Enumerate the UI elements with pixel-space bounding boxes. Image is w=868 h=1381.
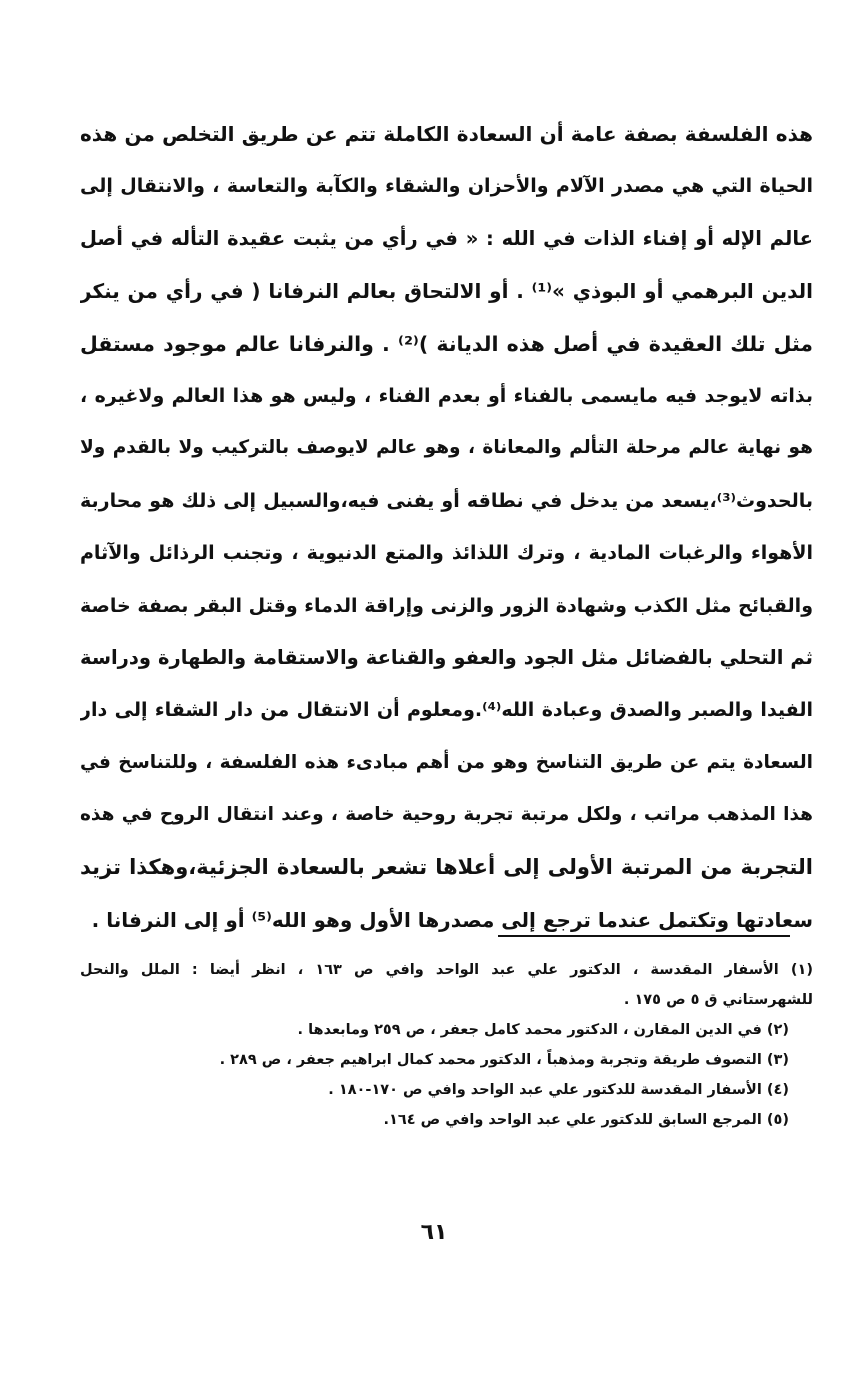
text-line: الفيدا والصبر والصدق وعبادة الله⁽⁴⁾.ومعلوم أن الانتقال من دار الشقاء إلى دار	[80, 699, 813, 722]
text-line: الدين البرهمي أو البوذي »⁽¹⁾ . أو الالتحاق بعالم النرفانا ( في رأي من ينكر	[80, 279, 813, 304]
text-line: بالحدوث⁽³⁾،يسعد من يدخل في نطاقه أو يفنى فيه،والسبيل إلى ذلك هو محاربة	[80, 489, 813, 512]
text-line: الحياة التي هي مصدر الآلام والأحزان والشقاء والكآبة والتعاسة ، والانتقال إلى	[80, 175, 813, 198]
text-line: مثل تلك العقيدة في أصل هذه الديانة )⁽²⁾ . والنرفانا عالم موجود مستقل	[80, 331, 813, 356]
text-line: بذاته لايوجد فيه مايسمى بالفناء أو بعدم الفناء ، وليس هو هذا العالم ولاغيره ،	[80, 384, 813, 407]
footnote-4: (٤) الأسفار المقدسة للدكتور علي عبد الواحد وافي ص ١٧٠-١٨٠ .	[328, 1082, 789, 1098]
footnote-3: (٣) التصوف طريقة وتجربة ومذهباً ، الدكتور محمد كمال ابراهيم جعفر ، ص ٢٨٩ .	[219, 1052, 789, 1068]
main-text	[80, 108, 813, 946]
text-line: سعادتها وتكتمل عندما ترجع إلى مصدرها الأول وهو الله⁽⁵⁾ أو إلى النرفانا .	[91, 907, 813, 932]
text-line: الأهواء والرغبات المادية ، وترك اللذائذ والمتع الدنيوية ، وتجنب الرذائل والآثام	[80, 542, 813, 565]
footnote-1-continuation: للشهرستاني ق ٥ ص ١٧٥ .	[623, 992, 813, 1008]
text-line: السعادة يتم عن طريق التناسخ وهو من أهم مبادىء هذه الفلسفة ، وللتناسخ في	[80, 751, 813, 773]
text-line: التجربة من المرتبة الأولى إلى أعلاها تشعر بالسعادة الجزئية،وهكذا تزيد	[80, 855, 813, 880]
footnote-5: (٥) المرجع السابق للدكتور علي عبد الواحد وافي ص ١٦٤.	[383, 1112, 789, 1128]
text-line: هو نهاية عالم مرحلة التألم والمعاناة ، وهو عالم لايوصف بالتركيب ولا بالقدم ولا	[80, 437, 813, 459]
text-line: هذه الفلسفة بصفة عامة أن السعادة الكاملة تتم عن طريق التخلص من هذه	[80, 122, 813, 146]
text-line: هذا المذهب مراتب ، ولكل مرتبة تجربة روحية خاصة ، وعند انتقال الروح في هذه	[80, 804, 813, 826]
text-line: عالم الإله أو إفناء الذات في الله : « في رأي من يثبت عقيدة التأله في أصل	[80, 226, 813, 250]
text-line: والقبائح مثل الكذب وشهادة الزور والزنى وإراقة الدماء وقتل البقر بصفة خاصة	[80, 594, 813, 617]
text-line: ثم التحلي بالفضائل مثل الجود والعفو والقناعة والاستقامة والطهارة ودراسة	[80, 645, 813, 669]
footnote-1: (١) الأسفار المقدسة ، الدكتور علي عبد الواحد وافي ص ١٦٣ ، انظر أيضا : الملل والنحل	[80, 962, 813, 978]
footnotes	[80, 955, 813, 1135]
footnote-separator	[498, 935, 790, 937]
page-number: ٦١	[420, 1220, 448, 1245]
footnote-2: (٢) في الدين المقارن ، الدكتور محمد كامل جعفر ، ص ٢٥٩ ومابعدها .	[297, 1022, 789, 1038]
